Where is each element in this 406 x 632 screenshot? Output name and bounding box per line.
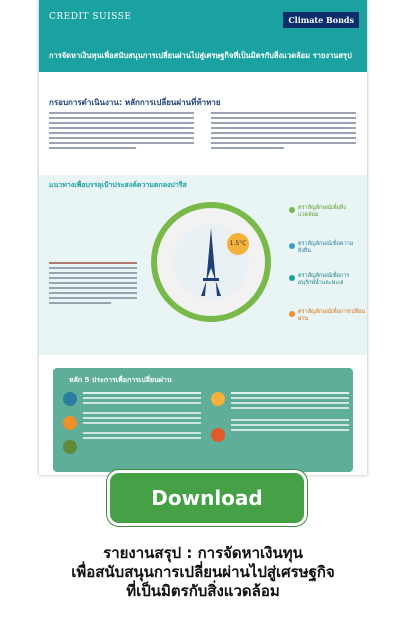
goal-label-4: ตราสัญลักษณ์เพื่อการเปลี่ยนผ่าน	[298, 309, 365, 322]
goal-dot-3	[289, 275, 295, 281]
goal-dot-4	[289, 311, 295, 317]
goal-dot-2	[289, 243, 295, 249]
caption-line-1: รายงานสรุป : การจัดหาเงินทุน	[103, 544, 303, 562]
pathway-title: แนวทางเพื่อบรรลุเป้าประสงค์ความตกลงปารีส	[49, 181, 187, 189]
principles-title: หลัก 5 ประการเพื่อการเปลี่ยนผ่าน	[69, 376, 172, 384]
principle-4-icon	[211, 392, 225, 406]
pathway-left-text	[49, 262, 137, 307]
download-button[interactable]: Download	[107, 470, 307, 526]
pathway-circle	[151, 202, 271, 322]
goal-label-2: ตราสัญลักษณ์เพื่อความยั่งยืน	[298, 241, 354, 254]
caption-line-2: เพื่อสนับสนุนการเปลี่ยนผ่านไปสู่เศรษฐกิจ	[71, 563, 335, 581]
report-preview-image	[39, 0, 367, 475]
principles-text-left	[83, 392, 201, 442]
principle-5-icon	[211, 428, 225, 442]
temperature-badge: 1.5°C	[227, 233, 249, 255]
caption-line-3: ที่เป็นมิตรกับสิ่งแวดล้อม	[126, 582, 280, 600]
section-framework-title: กรอบการดำเนินงาน: หลักการเปลี่ยนผ่านที่ท้าทาย	[49, 98, 221, 107]
report-title: การจัดหาเงินทุนเพื่อสนับสนุนการเปลี่ยนผ่านไปสู่เศรษฐกิจที่เป็นมิตรกับสิ่งแวดล้อม รายงานสรุป	[49, 51, 352, 60]
principle-1-icon	[63, 392, 77, 406]
principles-text-right	[231, 392, 349, 434]
principle-3-icon	[63, 440, 77, 454]
section-framework-text	[49, 112, 194, 152]
credit-suisse-logo: CREDIT SUISSE	[49, 12, 132, 22]
section-framework-text-2	[211, 112, 356, 152]
goal-label-1: ตราสัญลักษณ์เพื่อสิ่งแวดล้อม	[298, 205, 346, 218]
goal-label-3: ตราสัญลักษณ์เพื่อการอนุรักษ์น้ำและทะเล	[298, 273, 350, 286]
principle-2-icon	[63, 416, 77, 430]
goal-dot-1	[289, 207, 295, 213]
climate-bonds-logo: Climate Bonds	[283, 12, 359, 28]
eiffel-tower-icon	[157, 208, 265, 316]
caption-title	[0, 544, 406, 601]
